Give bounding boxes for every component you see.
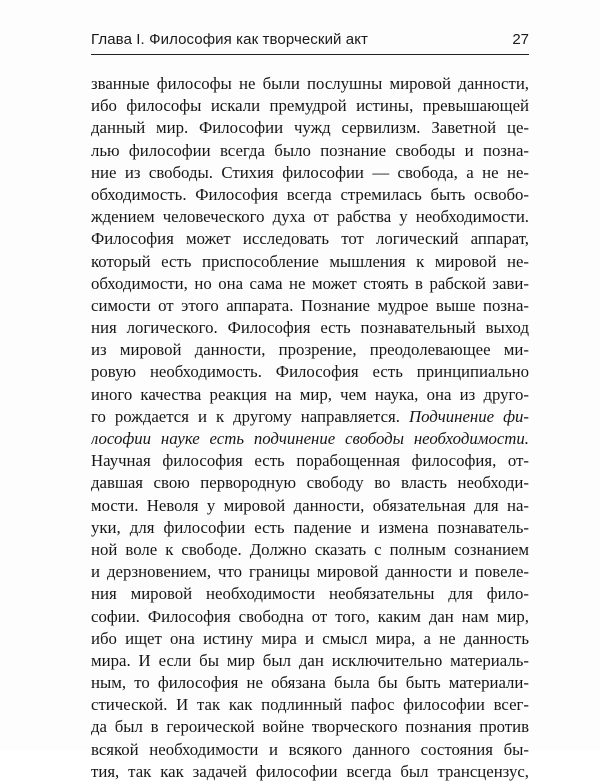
- text-line: мости. Неволя у мировой данности, обязательная для на-: [91, 495, 529, 515]
- text-line: обходимость. Философия всегда стремилась быть освобо-: [91, 184, 529, 204]
- text-line: ной воле к свободе. Должно сказать с полным сознанием: [91, 539, 529, 559]
- text-line-mixed: [91, 406, 529, 428]
- text-line: лью философии всегда было познание свободы и позна-: [91, 140, 529, 160]
- text-line: обходимости, но она сама не может стоять в рабской зави-: [91, 273, 529, 293]
- text-line: мира. И если бы мир был дан исключительно материаль-: [91, 650, 529, 670]
- text-line: ждением человеческого духа от рабства у необходимости.: [91, 207, 529, 227]
- text-line: ния мировой необходимости необязательны для фило-: [91, 584, 529, 604]
- text-line: званные философы не были послушны мировой данности,: [91, 74, 529, 93]
- text-line: данный мир. Философии чужд сервилизм. Заветной це-: [91, 118, 529, 138]
- text-line: из мировой данности, прозрение, преодолевающее ми-: [91, 340, 529, 360]
- text-line: иного качества реакция на мир, чем наука, она из друго-: [91, 384, 529, 404]
- text-line: который есть приспособление мышления к мировой не-: [91, 251, 529, 271]
- text-span: го рождается и к другому направляется.: [91, 406, 400, 426]
- text-line: софии. Философия свободна от того, каким дан нам мир,: [91, 606, 529, 626]
- text-line: ние из свободы. Стихия философии — свобода, а не не-: [91, 162, 529, 182]
- text-line: ибо философы искали премудрой истины, превышающей: [91, 96, 529, 116]
- text-line: да был в героической войне творческого познания против: [91, 717, 529, 737]
- body-text: [91, 73, 529, 783]
- text-line: ния логического. Философия есть познавательный выход: [91, 318, 529, 338]
- text-line: тия, так как задачей философии всегда был трансцензус,: [91, 761, 529, 781]
- text-line: и дерзновением, что границы мировой данности и повеле-: [91, 562, 529, 582]
- text-line: всякой необходимости и всякого данного состояния бы-: [91, 739, 529, 759]
- text-line: ным, то философия не обязана была бы быть материали-: [91, 673, 529, 693]
- running-header: [91, 28, 529, 55]
- text-line: Философия может исследовать тот логический аппарат,: [91, 229, 529, 249]
- text-line: Научная философия есть порабощенная философия, от-: [91, 451, 529, 471]
- chapter-title: Глава I. Философия как творческий акт: [91, 31, 369, 48]
- text-line: симости от этого аппарата. Познание мудрое выше позна-: [91, 295, 529, 315]
- text-line-italic: лософии науке есть подчинение свободы необходимости.: [91, 429, 529, 448]
- text-line: давшая свою первородную свободу во власть необходи-: [91, 473, 529, 493]
- text-line: стической. И так как подлинный пафос философии всег-: [91, 695, 529, 715]
- page-number: 27: [512, 31, 529, 48]
- text-line: ровую необходимость. Философия есть принципиально: [91, 362, 529, 382]
- italic-span: Подчинение фи-: [408, 406, 529, 426]
- text-line: ибо ищет она истину мира и смысл мира, а не данность: [91, 628, 529, 648]
- text-line: уки, для философии есть падение и измена познаватель-: [91, 517, 529, 537]
